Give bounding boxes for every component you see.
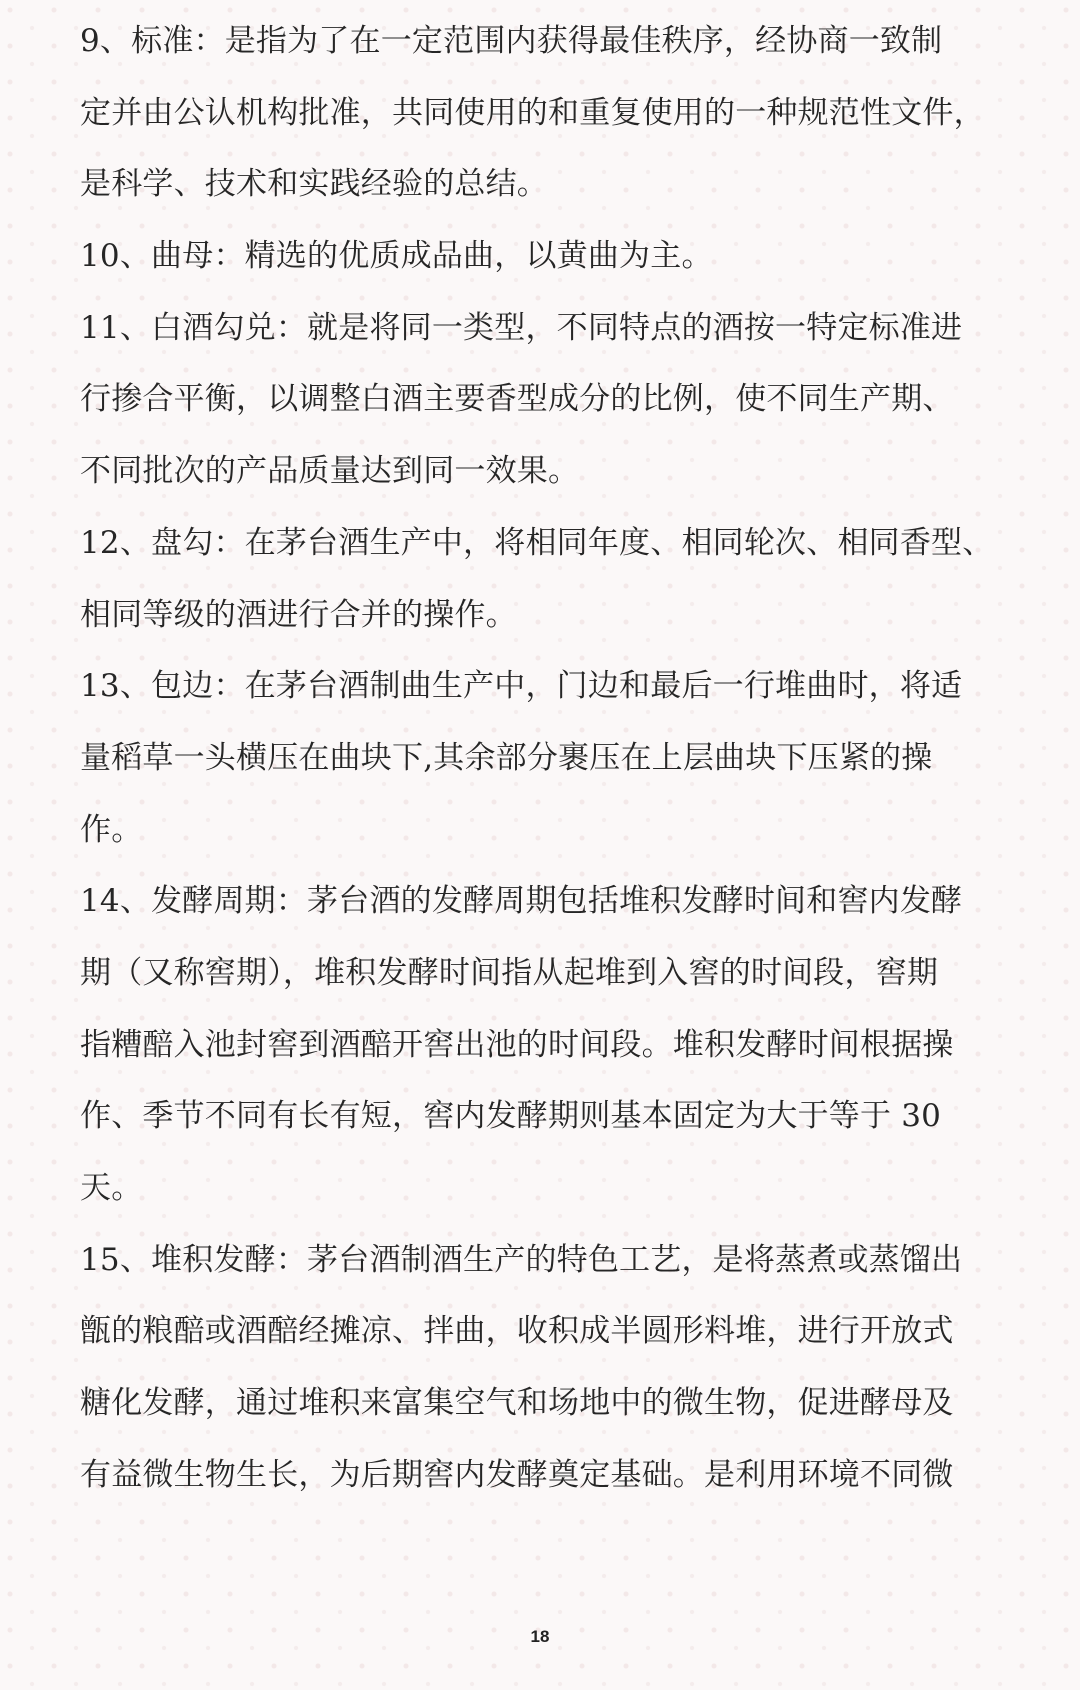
document-body xyxy=(80,6,1040,1511)
text-line: 13、包边：在茅台酒制曲生产中，门边和最后一行堆曲时，将适 xyxy=(80,668,963,705)
text-line: 不同批次的产品质量达到同一效果。 xyxy=(80,453,580,490)
text-line: 有益微生物生长，为后期窖内发酵奠定基础。是利用环境不同微 xyxy=(80,1456,954,1493)
text-line: 作、季节不同有长有短，窖内发酵期则基本固定为大于等于 30 xyxy=(80,1098,942,1135)
text-line: 糖化发酵，通过堆积来富集空气和场地中的微生物，促进酵母及 xyxy=(80,1385,954,1422)
text-line: 行掺合平衡，以调整白酒主要香型成分的比例，使不同生产期、 xyxy=(80,381,954,418)
page-number: 18 xyxy=(530,1627,550,1646)
text-line: 12、盘勾：在茅台酒生产中，将相同年度、相同轮次、相同香型、 xyxy=(80,524,994,561)
text-line: 作。 xyxy=(80,811,143,848)
text-line: 甑的粮醅或酒醅经摊凉、拌曲，收积成半圆形料堆，进行开放式 xyxy=(80,1313,954,1350)
text-line: 定并由公认机构批准，共同使用的和重复使用的一种规范性文件， xyxy=(80,94,985,131)
text-line: 天。 xyxy=(80,1170,143,1206)
text-line: 量稻草一头横压在曲块下,其余部分裹压在上层曲块下压紧的操 xyxy=(80,739,933,776)
text-line: 期（又称窖期），堆积发酵时间指从起堆到入窖的时间段，窖期 xyxy=(80,954,939,991)
text-line: 相同等级的酒进行合并的操作。 xyxy=(80,596,517,633)
text-line: 10、曲母：精选的优质成品曲，以黄曲为主。 xyxy=(80,238,713,275)
text-line: 14、发酵周期：茅台酒的发酵周期包括堆积发酵时间和窖内发酵 xyxy=(80,883,963,920)
text-line: 15、堆积发酵：茅台酒制酒生产的特色工艺，是将蒸煮或蒸馏出 xyxy=(80,1241,963,1278)
text-line: 是科学、技术和实践经验的总结。 xyxy=(80,166,548,203)
text-line: 11、白酒勾兑：就是将同一类型，不同特点的酒按一特定标准进 xyxy=(80,309,963,346)
text-line: 9、标准：是指为了在一定范围内获得最佳秩序，经协商一致制 xyxy=(80,23,943,59)
text-line: 指糟醅入池封窖到酒醅开窖出池的时间段。堆积发酵时间根据操 xyxy=(80,1026,954,1063)
